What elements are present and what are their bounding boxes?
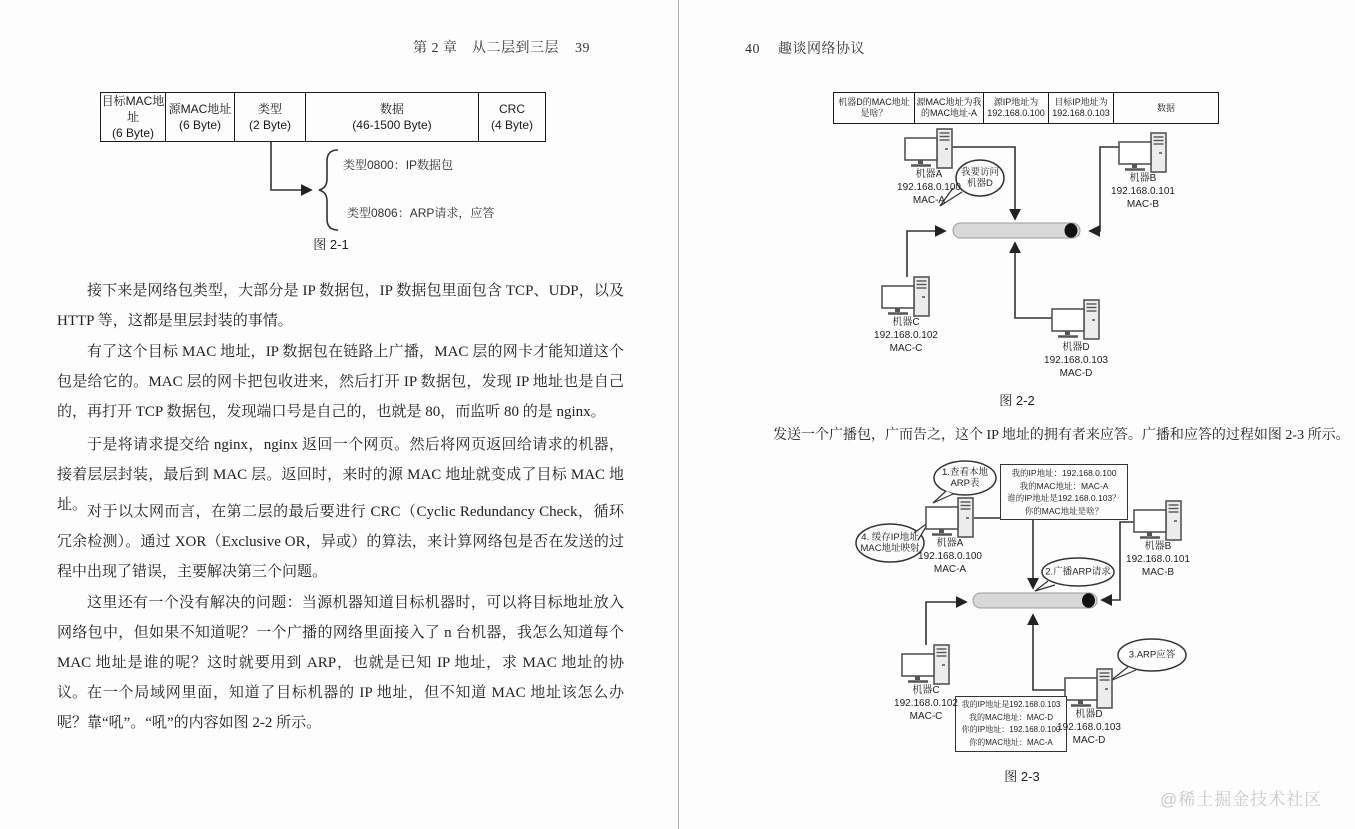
computer-icon-machine-a [905, 129, 952, 168]
request-line-1: 我的IP地址：192.168.0.100 [1011, 468, 1117, 478]
field-bytes: (6 Byte) [111, 126, 154, 140]
paragraph-2: 有了这个目标 MAC 地址，IP 数据包在链路上广播，MAC 层的网卡才能知道这个包是给它的。MAC 层的网卡把包收进来，然后打开 IP 数据包，发现 IP 地址也是自己的，再打开 TCP 数据包，发现端口号是自己的，也就是 80，而监听 80 的是 nginx。 [57, 344, 624, 420]
frame-field-crc [478, 93, 545, 141]
machine-c-labels [861, 316, 951, 355]
machine-mac: MAC-A [912, 195, 946, 206]
step1-tail [933, 491, 953, 503]
machine-a-labels [905, 537, 995, 576]
paragraph-6: 在一个局域网里面，知道了目标机器的 IP 地址，但不知道 MAC 地址该怎么办呢？靠“吼”。“吼”的内容如图 2-2 所示。 [57, 685, 624, 731]
machine-mac: MAC-A [933, 564, 967, 575]
frame-field-src-mac [165, 93, 234, 141]
step4-line-2: MAC地址映射 [860, 543, 920, 554]
step3-tail [1110, 667, 1136, 681]
machine-mac: MAC-C [889, 343, 923, 354]
field-label: 类型 [257, 102, 282, 116]
computer-icon-machine-d [1065, 669, 1112, 708]
page-number-left: 39 [575, 41, 590, 56]
field-label: 源MAC地址 [168, 102, 232, 116]
arp-request-box [1000, 464, 1128, 520]
machine-d-labels [1044, 708, 1134, 747]
page-number-right: 40 [745, 42, 760, 57]
machine-name: 机器C [912, 685, 940, 696]
packet-field-src-mac: 源MAC地址为我的MAC地址-A [914, 93, 983, 123]
machine-ip: 192.168.0.101 [1126, 554, 1190, 565]
packet-field-dst-ip: 目标IP地址为192.168.0.103 [1048, 93, 1113, 123]
frame-field-type [234, 93, 305, 141]
machine-mac: MAC-D [1072, 735, 1106, 746]
step4-line-1: 4. 缓存IP地址 [861, 532, 919, 543]
type-0800-label: 类型0800：IP数据包 [343, 158, 454, 172]
paragraph-4: 对于以太网而言，在第二层的最后要进行 CRC（Cyclic Redundancy Check，循环冗余检测）。通过 XOR（Exclusive OR，异或）的算法，来计算网络包是否在发送的过程中出现了错误，主要解决第三个问题。 [57, 504, 624, 580]
figure-2-2-caption: 图 2-2 [999, 393, 1035, 408]
machine-name: 机器C [892, 317, 920, 328]
ethernet-frame-table [100, 92, 546, 142]
step1-text [942, 467, 988, 489]
request-line-3: 谁的IP地址是192.168.0.103？ [1007, 493, 1121, 503]
curly-brace [319, 150, 338, 230]
field-label: 数据 [379, 102, 404, 116]
field-bytes: (4 Byte) [490, 118, 533, 132]
machine-b-labels [1098, 172, 1188, 211]
computer-icon-machine-c [882, 277, 929, 316]
machine-ip: 192.168.0.103 [1044, 355, 1108, 366]
paragraph-right: 发送一个广播包，广而告之，这个 IP 地址的拥有者来应答。广播和应答的过程如图 2-3 所示。 [773, 428, 1350, 443]
ethernet-bus [953, 223, 1080, 238]
step3-text: 3.ARP应答 [1128, 649, 1176, 661]
machine-ip: 192.168.0.101 [1111, 186, 1175, 197]
chapter-title: 第 2 章 从二层到三层 [413, 41, 559, 56]
machine-ip: 192.168.0.100 [897, 182, 961, 193]
figure-2-2-diagram [882, 129, 1166, 339]
request-line-4: 你的MAC地址是啥？ [1024, 505, 1104, 516]
reply-line-4: 你的MAC地址：MAC-A [969, 737, 1053, 747]
arrow-machine-c-to-bus [907, 231, 945, 277]
arrow-machine-d-to-bus [1015, 243, 1052, 318]
machine-ip: 192.168.0.102 [874, 330, 938, 341]
machine-name: 机器D [1075, 709, 1103, 720]
step1-line-2: ARP表 [950, 478, 980, 489]
step2-tail [1035, 581, 1055, 591]
type-0806-label: 类型0806：ARP请求，应答 [347, 206, 495, 220]
figure-2-3-caption: 图 2-3 [1004, 769, 1040, 784]
book-title: 趣谈网络协议 [778, 42, 865, 57]
bubble-line-1: 我要访问 [960, 167, 1000, 178]
watermark: @稀土掘金技术社区 [1160, 790, 1323, 809]
computer-icon-machine-a [926, 498, 973, 537]
field-bytes: (2 Byte) [248, 118, 291, 132]
computer-icon-machine-d [1052, 300, 1099, 339]
machine-name: 机器D [1062, 342, 1090, 353]
machine-mac: MAC-C [909, 711, 943, 722]
machine-ip: 192.168.0.103 [1057, 722, 1121, 733]
machine-mac: MAC-D [1059, 368, 1093, 379]
field-label: 目标MAC地址 [101, 94, 165, 124]
field-bytes: (6 Byte) [178, 118, 221, 132]
frame-field-data [305, 93, 478, 141]
packet-field-src-ip: 源IP地址为192.168.0.100 [983, 93, 1048, 123]
machine-ip: 192.168.0.102 [894, 698, 958, 709]
figure-2-1-caption: 图 2-1 [313, 237, 349, 252]
machine-mac: MAC-B [1141, 567, 1175, 578]
computer-icon-machine-b [1134, 501, 1181, 540]
machine-ip: 192.168.0.100 [918, 551, 982, 562]
field-label: CRC [499, 102, 525, 116]
arp-packet-table [833, 92, 1219, 124]
paragraph-1: 接下来是网络包类型，大部分是 IP 数据包，IP 数据包里面包含 TCP、UDP，以及 HTTP 等，这都是里层封装的事情。 [57, 283, 624, 329]
step1-line-1: 1.查看本地 [942, 467, 988, 478]
frame-field-dst-mac [101, 93, 165, 141]
paragraph-3: 于是将请求提交给 nginx，nginx 返回一个网页。然后将网页返回给请求的机器，接着层层封装，最后到 MAC 层。返回时，来时的源 MAC 地址就变成了目标 MAC 地址。 [57, 437, 624, 513]
bubble-line-2: 机器D [967, 178, 993, 189]
packet-field-data: 数据 [1113, 93, 1218, 123]
reply-line-1: 我的IP地址是192.168.0.103 [961, 700, 1061, 709]
ethernet-bus [973, 593, 1097, 608]
machine-name: 机器A [915, 169, 943, 180]
machine-a-labels [884, 168, 974, 207]
machine-name: 机器A [936, 538, 964, 549]
bus-end-cap [1082, 593, 1095, 608]
type-connector-arrow [271, 141, 311, 190]
bus-end-cap [1065, 223, 1078, 238]
arrow-machine-d-to-bus [1033, 615, 1065, 690]
machine-name: 机器B [1129, 173, 1157, 184]
computer-icon-machine-b [1119, 133, 1166, 172]
machine-d-labels [1031, 341, 1121, 380]
packet-field-question: 机器D的MAC地址是啥？ [838, 97, 910, 118]
step2-text: 2.广播ARP请求 [1045, 566, 1111, 578]
request-line-2: 我的MAC地址：MAC-A [1019, 480, 1109, 491]
machine-c-labels [881, 684, 971, 723]
arrow-machine-c-to-bus [926, 602, 966, 645]
computer-icon-machine-c [902, 645, 949, 684]
machine-b-labels [1113, 540, 1203, 579]
reply-line-2: 我的MAC地址：MAC-D [969, 712, 1053, 722]
machine-name: 机器B [1144, 541, 1172, 552]
paragraph-5: 这里还有一个没有解决的问题：当源机器知道目标机器时，可以将目标地址放入网络包中，但如果不知道呢？一个广播的网络里面接入了 n 台机器，我怎么知道每个 MAC 地址是谁的呢？这时就要用到 ARP，也就是已知 IP 地址，求 MAC 地址的协议。 [57, 595, 624, 701]
reply-line-3: 你的IP地址：192.168.0.100 [961, 725, 1061, 734]
machine-mac: MAC-B [1126, 199, 1160, 210]
field-bytes: (46-1500 Byte) [352, 118, 432, 132]
